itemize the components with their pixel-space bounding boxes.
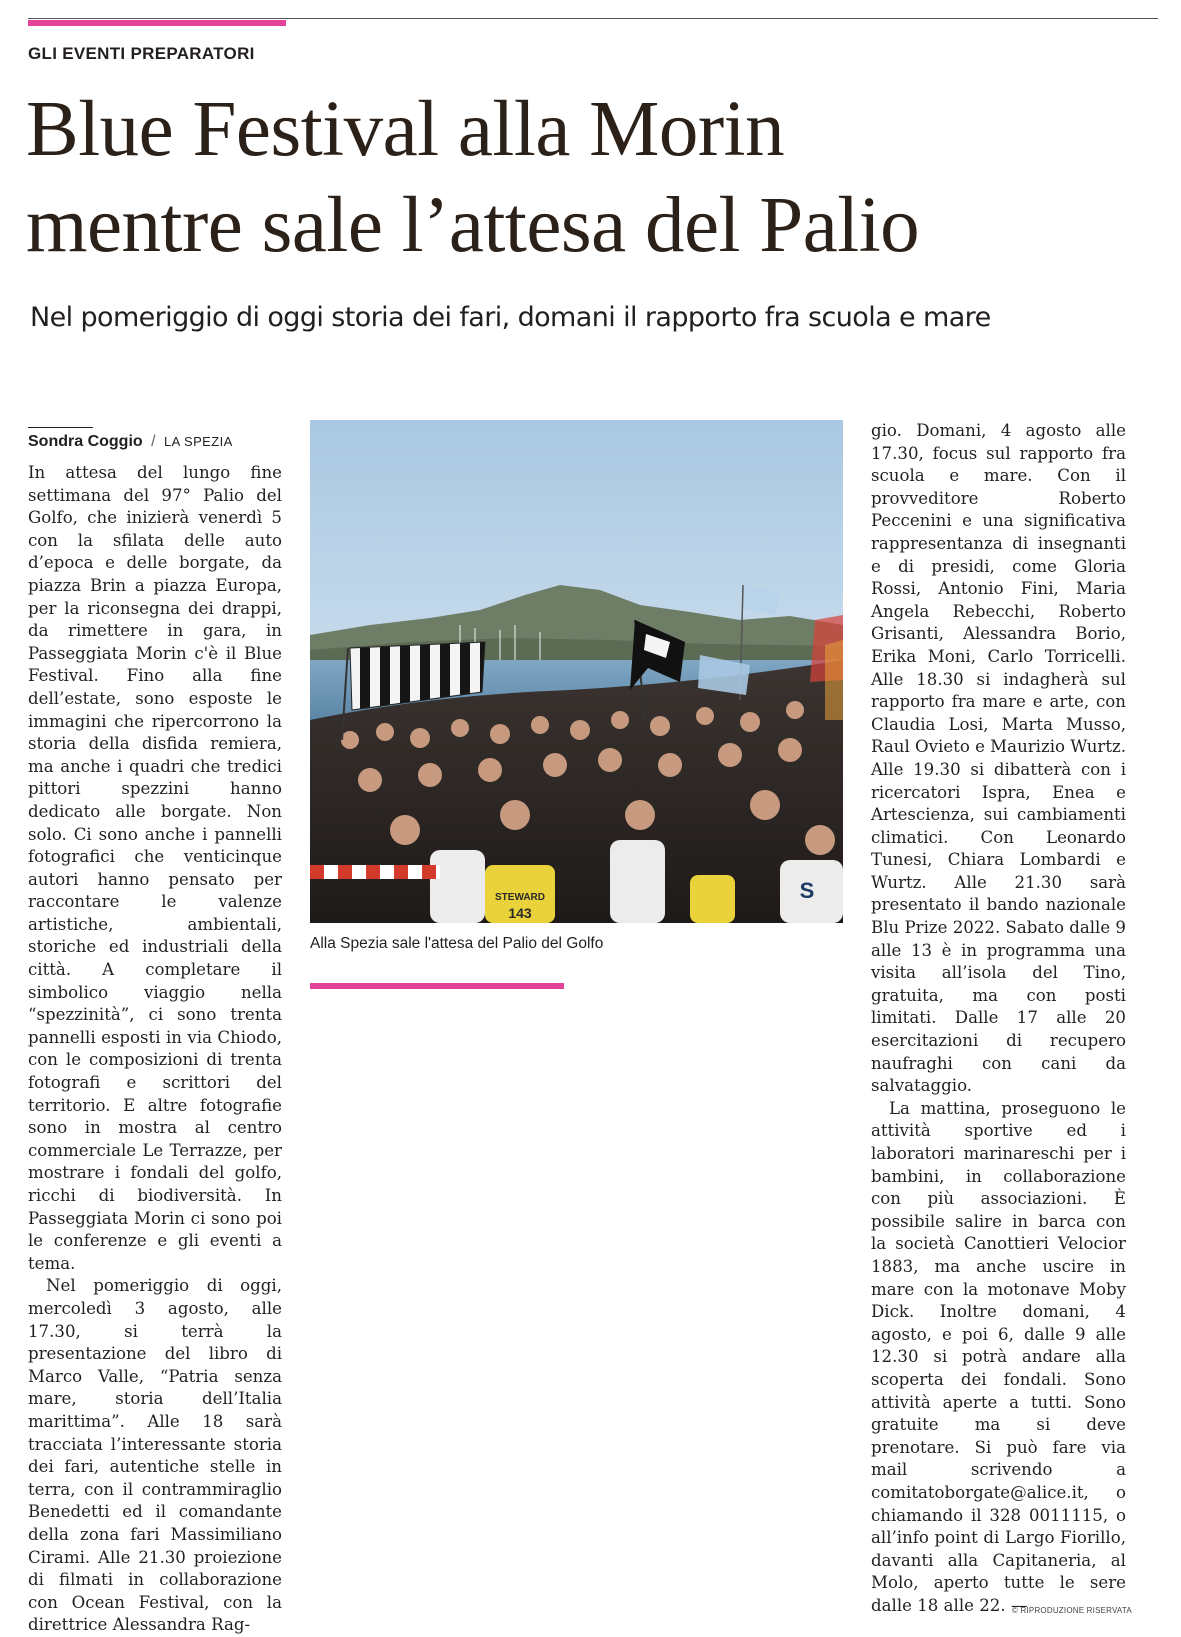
- paragraph: In attesa del lungo fine settimana del 97° Palio del Golfo, che inizierà venerdì 5 con la sfilata delle auto d’epoca e delle borgate, da piazza Brin a piazza Europa, per la riconsegna dei drappi, da rimettere in gara, in Passeggiata Morin c'è il Blue Festival. Fino alla fine dell’estate, sono esposte le immagini che ripercorrono la storia della disfida remiera, ma anche i quadri che tredici pittori spezzini hanno dedicato alle borgate. Non solo. Ci sono anche i pannelli fotografici che venticinque autori hanno pensato per raccontare le valenze artistiche, ambientali, storiche ed industriali della città. A completare il simbolico viaggio nella “spezzinità”, ci sono trenta pannelli esposti in via Chiodo, con le composizioni di trenta fotografi e scrittori del territorio. E altre fotografie sono in mostra al centro commerciale Le Terrazze, per mostrare i fondali del golfo, ricchi di biodiversità. In Passeggiata Morin ci sono poi le conferenze e gli eventi a tema.: [28, 463, 282, 1273]
- byline: [28, 433, 233, 451]
- section-accent-bar: [28, 20, 286, 26]
- dateline-location: LA SPEZIA: [164, 434, 233, 449]
- steward-bib-number: 143: [508, 905, 532, 921]
- shirt-letter: S: [799, 878, 815, 903]
- photo-caption: Alla Spezia sale l'attesa del Palio del Golfo: [310, 935, 604, 952]
- copyright-notice: © RIPRODUZIONE RISERVATA: [1012, 1606, 1132, 1615]
- headline: [26, 82, 1166, 274]
- article-column-1: [28, 462, 282, 1637]
- top-rule: [28, 18, 1158, 19]
- paragraph: gio. Domani, 4 agosto alle 17.30, focus sul rapporto fra scuola e mare. Con il provveditore Roberto Peccenini e una significativa rappresentanza di insegnanti e di presidi, come Gloria Rossi, Antonio Fini, Maria Angela Rebecchi, Roberto Grisanti, Alessandra Borio, Erika Moni, Carlo Torricelli. Alle 18.30 si indagherà sul rapporto fra mare e arte, con Claudia Losi, Marta Musso, Raul Ovieto e Maurizio Wurtz. Alle 19.30 si dibatterà con i ricercatori Ispra, Enea e Artescienza, sui cambiamenti climatici. Con Leonardo Tunesi, Chiara Lombardi e Wurtz. Alle 21.30 sarà presentato il bando nazionale Blu Prize 2022. Sabato dalle 9 alle 13 è in programma una visita all’isola del Tino, gratuita, ma con posti limitati. Dalle 17 alle 20 esercitazioni di recupero naufraghi con cani da salvataggio.: [871, 421, 1126, 1096]
- kicker: GLI EVENTI PREPARATORI: [28, 44, 255, 63]
- byline-rule: [28, 427, 93, 428]
- headline-line-2: mentre sale l’attesa del Palio: [26, 182, 920, 269]
- crowd-harbor-photo: [310, 420, 843, 923]
- paragraph: La mattina, proseguono le attività sportive ed i laboratori marinareschi per i bambini, in collaborazione con più associazioni. È possibile salire in barca con la società Canottieri Velocior 1883, ma anche uscire in mare con la motonave Moby Dick. Inoltre domani, 4 agosto, e poi 6, dalle 9 alle 12.30 si potrà andare alla scoperta dei fondali. Sono attività aperte a tutti. Sono gratuite ma si deve prenotare. Si può fare via mail scrivendo a comitatoborgate@alice.it, o chiamando il 328 0011115, o all’info point di Largo Fiorillo, davanti alla Capitaneria, al Molo, aperto tutte le sere dalle 18 alle 22. —: [871, 1098, 1126, 1615]
- headline-line-1: Blue Festival alla Morin: [26, 86, 785, 173]
- steward-bib-label: STEWARD: [495, 892, 545, 903]
- subheadline: Nel pomeriggio di oggi storia dei fari, domani il rapporto fra scuola e mare: [30, 302, 991, 333]
- author-name: Sondra Coggio: [28, 433, 143, 450]
- paragraph: Nel pomeriggio di oggi, mercoledì 3 agosto, alle 17.30, si terrà la presentazione del libro di Marco Valle, “Patria senza mare, storia dell’Italia marittima”. Alle 18 sarà tracciata l’interessante storia dei fari, autentiche stelle in terra, con il contrammiraglio Benedetti ed il comandante della zona fari Massimiliano Cirami. Alle 21.30 proiezione di filmati in collaborazione con Ocean Festival, con la direttrice Alessandra Rag-: [28, 1276, 282, 1635]
- caption-accent-bar: [310, 983, 564, 989]
- article-column-3: [871, 420, 1126, 1617]
- byline-separator: /: [151, 433, 156, 450]
- article-photo: [310, 420, 843, 923]
